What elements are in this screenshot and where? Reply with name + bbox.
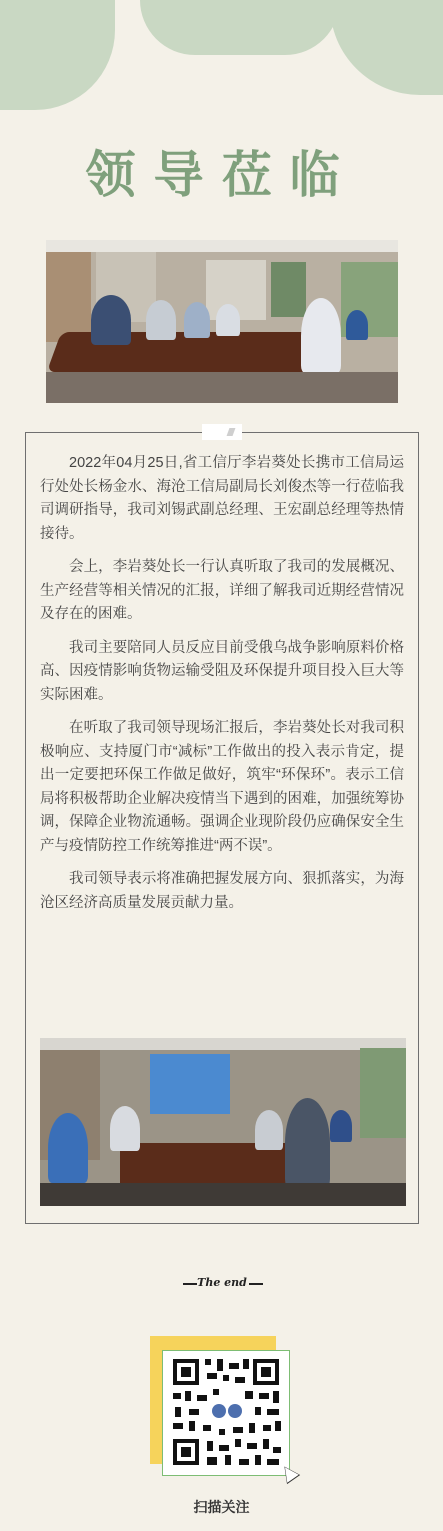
end-marker: The end xyxy=(197,1276,247,1289)
decorative-blob-right xyxy=(330,0,443,95)
meeting-photo-1[interactable] xyxy=(46,240,398,403)
article-paragraph: 在听取了我司领导现场汇报后，李岩葵处长对我司积极响应、支持厦门市“减标”工作做出的投入表示肯定，提出一定要把环保工作做足做好，筑牢“环保环”。表示工信局将积极帮助企业解决疫情当下遇到的困难，加强统筹协调，保障企业物流通畅。强调企业现阶段仍应确保安全生产与疫情防控工作统筹推进“两不误”。 xyxy=(40,720,404,854)
article-paragraph: 我司领导表示将准确把握发展方向、狠抓落实，为海沧区经济高质量发展贡献力量。 xyxy=(40,871,404,911)
card-tab-ornament xyxy=(202,424,242,440)
article-paragraph: 我司主要陪同人员反应目前受俄乌战争影响原料价格高、因疫情影响货物运输受阻及环保提升项目投入巨大等实际困难。 xyxy=(40,639,404,703)
qr-code-icon xyxy=(163,1351,289,1475)
qr-code[interactable] xyxy=(162,1350,290,1476)
page-title: 领导莅临 xyxy=(85,146,358,204)
article-paragraph: 会上，李岩葵处长一行认真听取了我司的发展概况、生产经营等相关情况的汇报，详细了解我司近期经营情况及存在的困难。 xyxy=(40,559,404,622)
decorative-blob-left xyxy=(0,0,115,110)
qr-label: 扫描关注 xyxy=(193,1500,250,1516)
article-body xyxy=(40,452,404,925)
article-paragraph: 2022年04月25日,省工信厅李岩葵处长携市工信局运行处处长杨金水、海沧工信局副局长刘俊杰等一行莅临我司调研指导，我司刘锡武副总经理、王宏副总经理等热情接待。 xyxy=(40,455,404,542)
meeting-photo-2[interactable] xyxy=(40,1038,406,1206)
decorative-blob-center xyxy=(140,0,340,55)
end-line-right xyxy=(249,1283,263,1285)
